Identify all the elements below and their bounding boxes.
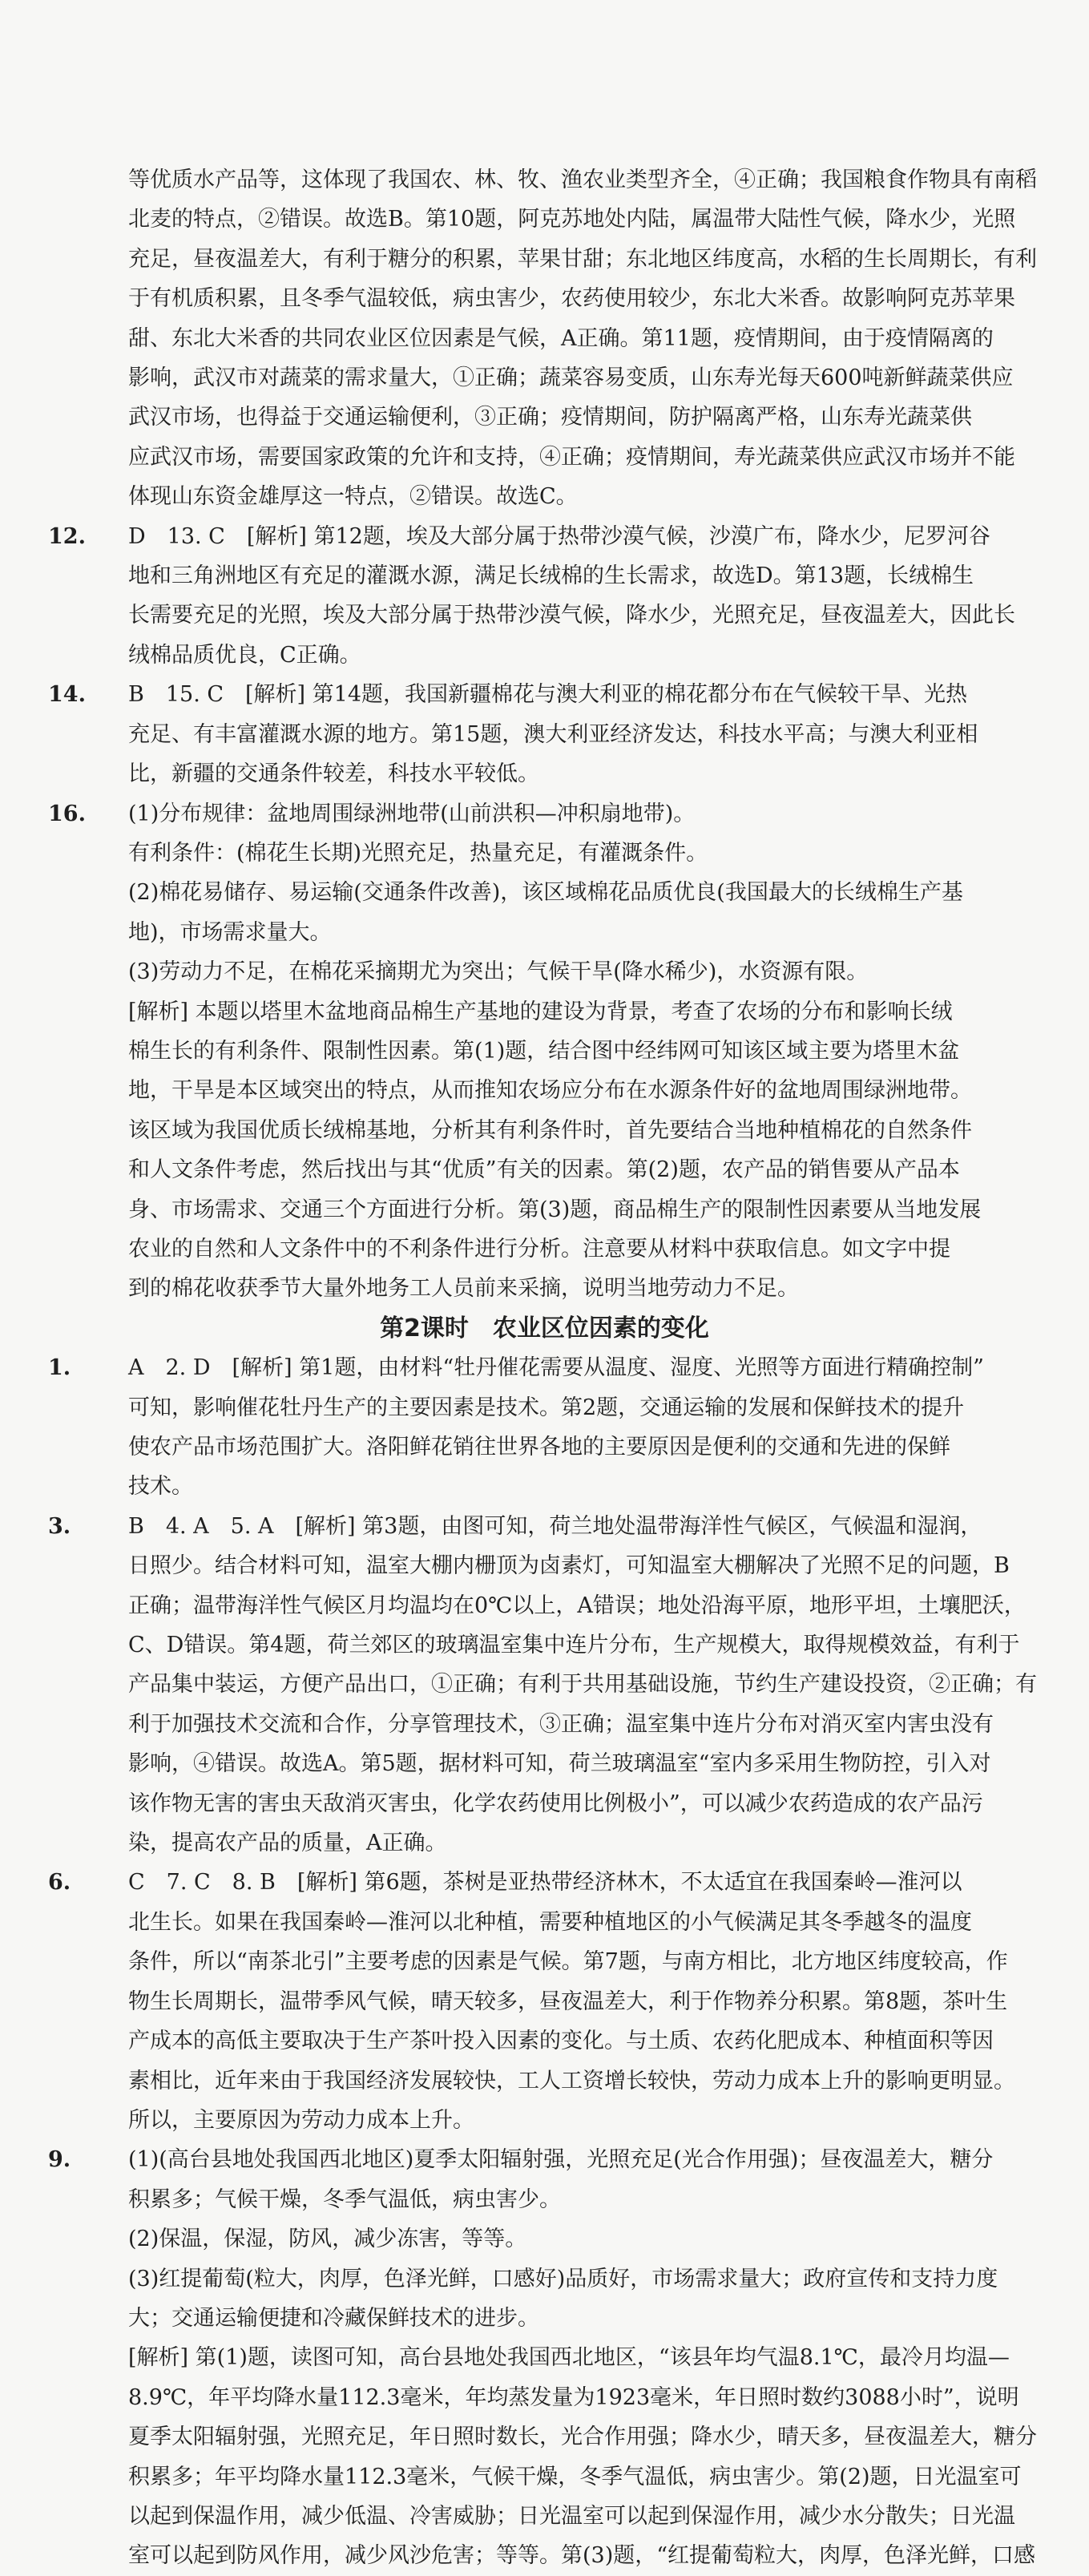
text-line: 产成本的高低主要取决于生产茶叶投入因素的变化。与土质、农药化肥成本、种植面积等因 — [128, 2029, 994, 2054]
text-line: 积累多；年平均降水量112.3毫米，气候干燥，冬季气温低，病虫害少。第(2)题，日光温室可 — [128, 2464, 1022, 2489]
text-line: 绒棉品质优良，C正确。 — [128, 642, 361, 668]
text-line: 产品集中装运，方便产品出口，①正确；有利于共用基础设施，节约生产建设投资，②正确；有 — [128, 1672, 1037, 1698]
answer-item-1 — [48, 1348, 1041, 1507]
text-line: 影响，武汉市对蔬菜的需求量大，①正确；蔬菜容易变质，山东寿光每天600吨新鲜蔬菜供应 — [128, 365, 1014, 391]
text-line: 积累多；气候干燥，冬季气温低，病虫害少。 — [128, 2186, 561, 2212]
text-line: 染，提高农产品的质量，A正确。 — [128, 1831, 447, 1856]
item-number: 14. — [48, 682, 86, 708]
text-line: 日照少。结合材料可知，温室大棚内栅顶为卤素灯，可知温室大棚解决了光照不足的问题，B — [128, 1553, 1010, 1579]
text-line: 正确；温带海洋性气候区月均温均在0℃以上，A错误；地处沿海平原，地形平坦，土壤肥沃， — [128, 1593, 1026, 1618]
text-line: 地)，市场需求量大。 — [128, 919, 332, 945]
text-line: 棉生长的有利条件、限制性因素。第(1)题，结合图中经纬网可知该区域主要为塔里木盆 — [128, 1038, 960, 1064]
text-line: (3)红提葡萄(粒大，肉厚，色泽光鲜，口感好)品质好，市场需求量大；政府宣传和支持力度 — [128, 2266, 998, 2291]
answers-section-1 — [48, 517, 1041, 1309]
text-line: C、D错误。第4题，荷兰郊区的玻璃温室集中连片分布，生产规模大，取得规模效益，有利于 — [128, 1633, 1020, 1658]
text-line: 甜、东北大米香的共同农业区位因素是气候，A正确。第11题，疫情期间，由于疫情隔离的 — [128, 325, 994, 351]
text-line: [解析] 本题以塔里木盆地商品棉生产基地的建设为背景，考查了农场的分布和影响长绒 — [128, 999, 953, 1024]
text-line: 大；交通运输便捷和冷藏保鲜技术的进步。 — [128, 2305, 539, 2331]
text-line: 技术。 — [128, 1474, 193, 1500]
text-line: 该区域为我国优质长绒棉基地，分析其有利条件时，首先要结合当地种植棉花的自然条件 — [128, 1117, 972, 1143]
text-line: 体现山东资金雄厚这一特点，②错误。故选C。 — [128, 484, 578, 510]
answer-item-14 — [48, 675, 1041, 793]
intro-paragraph — [48, 160, 1041, 517]
text-line: 8.9℃，年平均降水量112.3毫米，年均蒸发量为1923毫米，年日照时数约3088小时”，说明 — [128, 2384, 1019, 2410]
item-number: 1. — [48, 1355, 71, 1381]
text-line: 地，干旱是本区域突出的特点，从而推知农场应分布在水源条件好的盆地周围绿洲地带。 — [128, 1078, 972, 1104]
text-line: 农业的自然和人文条件中的不利条件进行分析。注意要从材料中获取信息。如文字中提 — [128, 1236, 950, 1262]
answer-item-9 — [48, 2140, 1041, 2575]
text-line: 物生长周期长，温带季风气候，晴天较多，昼夜温差大，利于作物养分积累。第8题，茶叶生 — [128, 1989, 1008, 2014]
text-line: 武汉市场，也得益于交通运输便利，③正确；疫情期间，防护隔离严格，山东寿光蔬菜供 — [128, 405, 972, 430]
text-line: [解析] 第(1)题，读图可知，高台县地处我国西北地区，“该县年均气温8.1℃，最冷月均温— — [128, 2345, 1010, 2371]
text-line: 到的棉花收获季节大量外地务工人员前来采摘，说明当地劳动力不足。 — [128, 1276, 799, 1302]
text-line: 身、市场需求、交通三个方面进行分析。第(3)题，商品棉生产的限制性因素要从当地发展 — [128, 1197, 982, 1222]
text-line: 条件，所以“南茶北引”主要考虑的因素是气候。第7题，与南方相比，北方地区纬度较高，作 — [128, 1949, 1008, 1975]
text-line: (2)棉花易储存、易运输(交通条件改善)，该区域棉花品质优良(我国最大的长绒棉生产基 — [128, 880, 963, 906]
text-line: 长需要充足的光照，埃及大部分属于热带沙漠气候，降水少，光照充足，昼夜温差大，因此长 — [128, 603, 1015, 628]
text-line: 室可以起到防风作用，减少风沙危害；等等。第(3)题，“红提葡萄粒大，肉厚，色泽光鲜，口感 — [128, 2543, 1036, 2569]
text-line: B 15. C [解析] 第14题，我国新疆棉花与澳大利亚的棉花都分布在气候较干旱、光热 — [128, 682, 968, 708]
text-line: 使农产品市场范围扩大。洛阳鲜花销往世界各地的主要原因是便利的交通和先进的保鲜 — [128, 1435, 950, 1460]
text-line: (1)分布规律：盆地周围绿洲地带(山前洪积—冲积扇地带)。 — [128, 801, 696, 826]
text-line: 比，新疆的交通条件较差，科技水平较低。 — [128, 761, 539, 787]
answers-section-2 — [48, 1348, 1041, 2576]
text-line: 于有机质积累，且冬季气温较低，病虫害少，农药使用较少，东北大米香。故影响阿克苏苹果 — [128, 286, 1015, 312]
answer-item-12 — [48, 517, 1041, 676]
item-number: 3. — [48, 1513, 71, 1539]
text-line: 北麦的特点，②错误。故选B。第10题，阿克苏地处内陆，属温带大陆性气候，降水少，光照 — [128, 207, 1016, 232]
answer-item-6 — [48, 1863, 1041, 2140]
text-line: 以起到保温作用，减少低温、冷害威胁；日光温室可以起到保湿作用，减少水分散失；日光温 — [128, 2503, 1015, 2529]
text-line: 影响，④错误。故选A。第5题，据材料可知，荷兰玻璃温室“室内多采用生物防控，引入对 — [128, 1751, 991, 1777]
text-line: A 2. D [解析] 第1题，由材料“牡丹催花需要从温度、湿度、光照等方面进行精确控制” — [128, 1355, 984, 1381]
text-line: 所以，主要原因为劳动力成本上升。 — [128, 2107, 474, 2133]
answer-item-16 — [48, 794, 1041, 1309]
text-line: 等优质水产品等，这体现了我国农、林、牧、渔农业类型齐全，④正确；我国粮食作物具有南稻 — [128, 168, 1037, 192]
item-number: 16. — [48, 801, 86, 826]
text-line: B 4. A 5. A [解析] 第3题，由图可知，荷兰地处温带海洋性气候区，气候温和湿润， — [128, 1513, 982, 1539]
text-line: (2)保温，保湿，防风，减少冻害，等等。 — [128, 2227, 527, 2252]
text-line: 利于加强技术交流和合作，分享管理技术，③正确；温室集中连片分布对消灭室内害虫没有 — [128, 1711, 994, 1737]
text-line: 该作物无害的害虫天敌消灭害虫，化学农药使用比例极小”，可以减少农药造成的农产品污 — [128, 1791, 983, 1816]
item-number: 9. — [48, 2147, 71, 2173]
text-line: 有利条件：(棉花生长期)光照充足，热量充足，有灌溉条件。 — [128, 840, 708, 866]
item-number: 12. — [48, 523, 86, 549]
text-line: (3)劳动力不足，在棉花采摘期尤为突出；气候干旱(降水稀少)，水资源有限。 — [128, 959, 869, 985]
text-line: (1)(高台县地处我国西北地区)夏季太阳辐射强，光照充足(光合作用强)；昼夜温差大，糖分 — [128, 2147, 994, 2173]
section-heading: 第2课时 农业区位因素的变化 — [380, 1314, 709, 1343]
text-line: 应武汉市场，需要国家政策的允许和支持，④正确；疫情期间，寿光蔬菜供应武汉市场并不能 — [128, 444, 1015, 470]
text-line: C 7. C 8. B [解析] 第6题，茶树是亚热带经济林木，不太适宜在我国秦岭—淮河以 — [128, 1870, 962, 1896]
item-number: 6. — [48, 1870, 71, 1896]
text-line: 北生长。如果在我国秦岭—淮河以北种植，需要种植地区的小气候满足其冬季越冬的温度 — [128, 1909, 972, 1935]
text-line: 和人文条件考虑，然后找出与其“优质”有关的因素。第(2)题，农产品的销售要从产品本 — [128, 1157, 960, 1183]
text-line: 夏季太阳辐射强，光照充足，年日照时数长，光合作用强；降水少，晴天多，昼夜温差大，糖分 — [128, 2425, 1037, 2450]
text-line: D 13. C [解析] 第12题，埃及大部分属于热带沙漠气候，沙漠广布，降水少，尼罗河谷 — [128, 523, 990, 549]
text-line: 地和三角洲地区有充足的灌溉水源，满足长绒棉的生长需求，故选D。第13题，长绒棉生 — [128, 563, 974, 589]
text-line: 可知，影响催花牡丹生产的主要因素是技术。第2题，交通运输的发展和保鲜技术的提升 — [128, 1395, 965, 1420]
text-line: 充足、有丰富灌溉水源的地方。第15题，澳大利亚经济发达，科技水平高；与澳大利亚相 — [128, 721, 978, 747]
text-line: 充足，昼夜温差大，有利于糖分的积累，苹果甘甜；东北地区纬度高，水稻的生长周期长，有利 — [128, 246, 1037, 272]
text-line: 素相比，近年来由于我国经济发展较快，工人工资增长较快，劳动力成本上升的影响更明显。 — [128, 2068, 1015, 2094]
answer-item-3 — [48, 1507, 1041, 1863]
